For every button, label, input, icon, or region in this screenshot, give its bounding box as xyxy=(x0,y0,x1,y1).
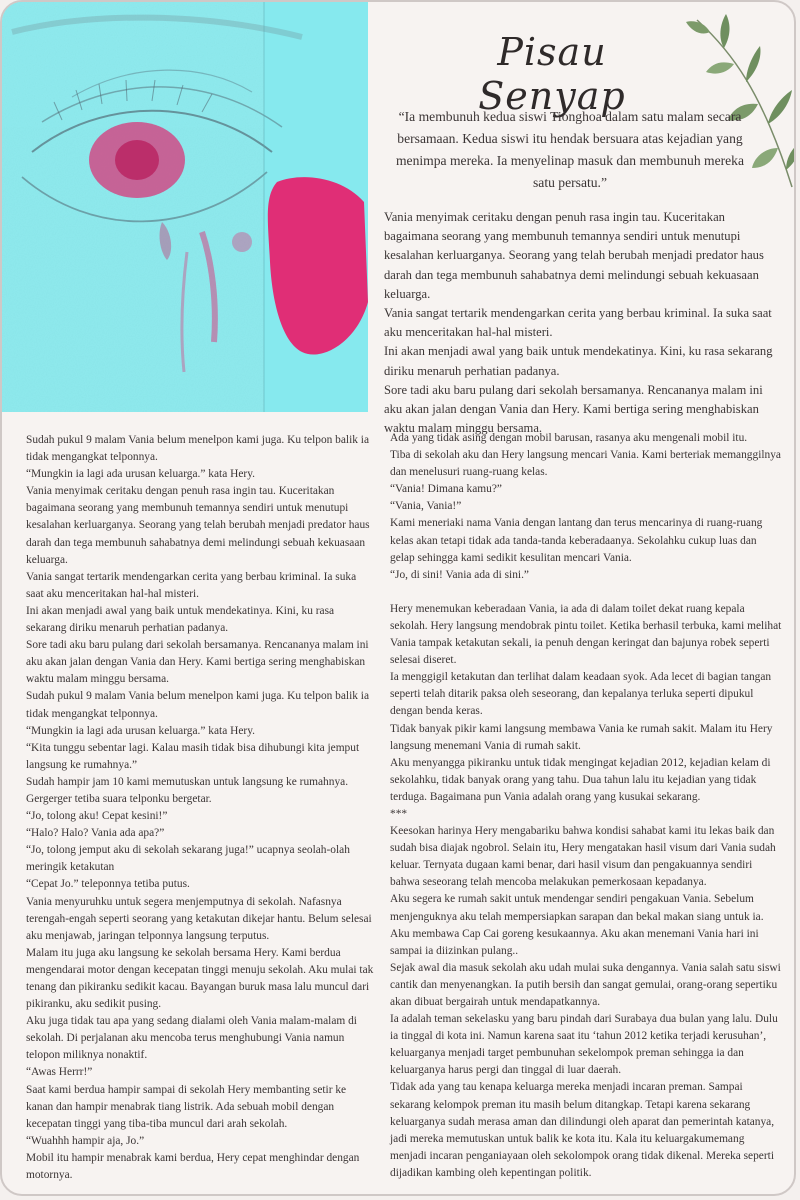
paragraph: Saat kami berdua hampir sampai di sekolah Hery membanting setir ke kanan dan hampir menabrak tiang listrik. Ada sebuah mobil dengan kecepatan tinggi yang tiba-tiba muncul dari arah sekolah. xyxy=(26,1083,347,1130)
paragraph: Sudah hampir jam 10 kami memutuskan untuk langsung ke rumahnya. xyxy=(26,775,349,788)
eye-artwork xyxy=(2,2,368,412)
article-title: Pisau Senyap xyxy=(478,30,626,118)
paragraph: Sejak awal dia masuk sekolah aku udah mulai suka dengannya. Vania salah satu siswi cantik dan menyenangkan. Ia putih bersih dan sangat gemulai, orang-orang sepertiku akan dibuat bergairah untuk mendapatkannya. xyxy=(390,961,781,1008)
paragraph: Sudah pukul 9 malam Vania belum menelpon kami juga. Ku telpon balik ia tidak mengangkat telponnya. xyxy=(26,690,370,720)
eye-artwork-graphic xyxy=(2,2,368,412)
paragraph: “Vania! Dimana kamu?” xyxy=(390,483,502,496)
paragraph: Aku juga tidak tau apa yang sedang dialami oleh Vania malam-malam di sekolah. Di perjalanan aku mencoba terus menghubungi Vania namun telopon miliknya nonaktif. xyxy=(26,1015,357,1062)
paragraph: Aku menyangga pikiranku untuk tidak mengingat kejadian 2012, kejadian kelam di sekolahku, tidak banyak orang yang tahu. Dua tahun lalu itu kejadian yang tidak terduga. Bagaimana pun Vania adalah orang yang kusukai sekarang. xyxy=(390,756,771,803)
paragraph: “Awas Herrr!” xyxy=(26,1066,93,1079)
paragraph: Vania menyimak ceritaku dengan penuh rasa ingin tau. Kuceritakan bagaimana seorang yang membunuh temannya sendiri untuk menutupi kesalahan kerluarganya. Seorang yang telah berubah menjadi predator haus darah dan tega membunuh sahabatnya demi melindungi sebuah kekuasaan keluarga. xyxy=(26,485,370,566)
paragraph: “Jo, tolong aku! Cepat kesini!” xyxy=(26,810,168,823)
paragraph: “Wuahhh hampir aja, Jo.” xyxy=(26,1134,145,1147)
paragraph: Sudah pukul 9 malam Vania belum menelpon kami juga. Ku telpon balik ia tidak mengangkat telponnya. xyxy=(26,434,370,464)
paragraph: Vania sangat tertarik mendengarkan cerita yang berbau kriminal. Ia suka saat aku menceritakan hal-hal misteri. xyxy=(384,306,772,340)
paragraph: Hery menemukan keberadaan Vania, ia ada di dalam toilet dekat ruang kepala sekolah. Hery langsung mendobrak pintu toilet. Ketika berhasil terbuka, kami melihat Vania tampak ketakutan sekali, ia penuh dengan keringat dan bajunya robek seperti selesai diseret. xyxy=(390,602,782,667)
intro-text xyxy=(384,208,780,438)
paragraph-spacer xyxy=(390,584,782,601)
paragraph: Ini akan menjadi awal yang baik untuk mendekatinya. Kini, ku rasa sekarang diriku menaruh perhatian padanya. xyxy=(26,604,335,635)
paragraph: Ia menggigil ketakutan dan terlihat dalam keadaan syok. Ada lecet di bagian tangan seperti telah ditarik paksa oleh seseorang, dan kepalanya terluka seperti dipukul dengan benda keras. xyxy=(390,671,772,718)
paragraph: Vania menyimak ceritaku dengan penuh rasa ingin tau. Kuceritakan bagaimana seorang yang membunuh temannya sendiri untuk menutupi kesalahan kerluarganya. Seorang yang telah berubah menjadi predator haus darah dan tega membunuh sahabatnya demi melindungi sebuah kekuasaan keluarga. xyxy=(384,210,764,301)
paragraph: “Jo, di sini! Vania ada di sini.” xyxy=(390,568,529,581)
paragraph: Sore tadi aku baru pulang dari sekolah bersamanya. Rencananya malam ini aku akan jalan dengan Vania dan Hery. Kami bertiga sering menghabiskan waktu malam minggu bersama. xyxy=(384,382,763,436)
paragraph: Ia adalah teman sekelasku yang baru pindah dari Surabaya dua bulan yang lalu. Dulu ia tinggal di kota ini. Namun karena saat itu ‘tahun 2012 ketika terjadi kerusuhan’, keluarganya menjadi target pembunuhan sekelompok preman sehingga ia dan keluarganya harus pergi dan tinggal di luar daerah. xyxy=(390,1013,778,1077)
paragraph: “Jo, tolong jemput aku di sekolah sekarang juga!” ucapnya seolah-olah meringik ketakutan xyxy=(26,844,350,874)
paragraph: “Kita tunggu sebentar lagi. Kalau masih tidak bisa dihubungi kita jemput langsung ke rumahnya.” xyxy=(26,741,360,771)
paragraph: Malam itu juga aku langsung ke sekolah bersama Hery. Kami berdua mengendarai motor dengan kecepatan tinggi menuju sekolah. Aku mulai tak tenang dan pikiranku sedikit kacau. Bayangan buruk masa lalu muncul dari pikiranku, aku sedikit pusing. xyxy=(26,946,374,1011)
paragraph: Kami meneriaki nama Vania dengan lantang dan terus mencarinya di ruang-ruang kelas akan tetapi tidak ada tanda-tanda keberadaanya. Sekolahku cukup luas dan gelap sehingga kami sedikit kesulitan mencari Vania. xyxy=(390,517,763,564)
paragraph: Vania menyuruhku untuk segera menjemputnya di sekolah. Nafasnya terengah-engah seperti seorang yang ketakutan dikejar hantu. Belum selesai aku menjawab, jaringan telponnya langsung terputus. xyxy=(26,895,372,942)
paragraph: Tidak ada yang tau kenapa keluarga mereka menjadi incaran preman. Sampai sekarang kelompok preman itu masih belum ditangkap. Tetapi karena sekarang keluarganya sudah merasa aman dan dilindungi oleh aparat dan pemerintah katanya, jadi mereka memutuskan untuk balik ke kota itu. Kala itu keluargakumemang menjadi incaran penganiayaan oleh sekolompok orang tidak dikenal. Mereka seperti dijadikan kambing oleh kepentingan politik. xyxy=(390,1081,775,1179)
paragraph: Vania sangat tertarik mendengarkan cerita yang berbau kriminal. Ia suka saat aku menceritakan hal-hal misteri. xyxy=(26,570,357,600)
paragraph: “Mungkin ia lagi ada urusan keluarga.” kata Hery. xyxy=(26,724,255,737)
paragraph: Tidak banyak pikir kami langsung membawa Vania ke rumah sakit. Malam itu Hery langsung menemani Vania di rumah sakit. xyxy=(390,722,773,752)
paragraph: Tiba di sekolah aku dan Hery langsung mencari Vania. Kami berteriak memanggilnya dan menelusuri ruang-ruang kelas. xyxy=(390,449,781,479)
right-column xyxy=(390,430,782,1182)
paragraph: Aku segera ke rumah sakit untuk mendengar sendiri pengakuan Vania. Sebelum menjenguknya aku telah mempersiapkan sarapan dan bekal makan siang untuk ia. Aku membawa Cap Cai goreng kesukaannya. Aku akan menemani Vania hari ini sampai ia diizinkan pulang.. xyxy=(390,893,764,957)
paragraph: “Cepat Jo.” teleponnya tetiba putus. xyxy=(26,878,190,891)
section-break: *** xyxy=(390,807,408,820)
paragraph: Sore tadi aku baru pulang dari sekolah bersamanya. Rencananya malam ini aku akan jalan dengan Vania dan Hery. Kami bertiga sering menghabiskan waktu malam minggu bersama. xyxy=(26,639,369,686)
left-column xyxy=(26,432,376,1184)
paragraph: Gergerger tetiba suara telponku bergetar. xyxy=(26,792,212,805)
paragraph: “Halo? Halo? Vania ada apa?” xyxy=(26,827,165,840)
paragraph: Keesokan harinya Hery mengabariku bahwa kondisi sahabat kami itu lekas baik dan sudah bisa diajak ngobrol. Selain itu, Hery mengatakan hasil visum dari Vania sudah keluar. Ternyata dugaan kami benar, dari hasil visum dan pengakuannya sendiri bahwa seseorang telah mencoba melakukan pemerkosaan kepadanya. xyxy=(390,825,776,889)
pull-quote: “Ia membunuh kedua siswi Tionghoa dalam satu malam secara bersamaan. Kedua siswi itu hendak bersuara atas kejadian yang menimpa mereka. Ia menyelinap masuk dan membunuh mereka satu persatu.” xyxy=(395,109,745,190)
paragraph: Ada yang tidak asing dengan mobil barusan, rasanya aku mengenali mobil itu. xyxy=(390,432,748,444)
paragraph: “Vania, Vania!” xyxy=(390,500,462,513)
paragraph: “Mungkin ia lagi ada urusan keluarga.” kata Hery. xyxy=(26,468,255,481)
paragraph: Ini akan menjadi awal yang baik untuk mendekatinya. Kini, ku rasa sekarang diriku menaruh perhatian padanya. xyxy=(384,344,773,378)
paragraph: Mobil itu hampir menabrak kami berdua, Hery cepat menghindar dengan motornya. xyxy=(26,1151,360,1182)
